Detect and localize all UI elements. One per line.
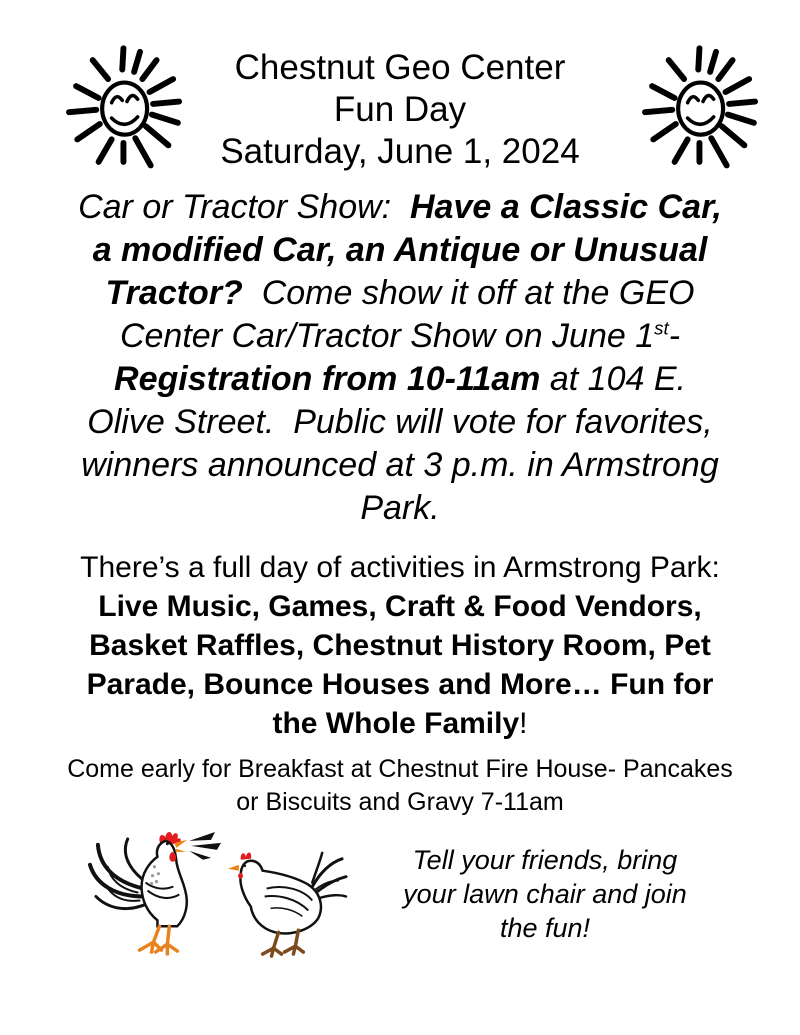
text-run: or Biscuits and Gravy 7-11am [236,788,564,816]
text-run-bold: the Whole Family [272,707,520,740]
text-run-bold: Registration from 10-11am [114,360,541,398]
car-show-paragraph [24,186,776,530]
invite-line-3: the fun! [499,913,591,943]
header [0,0,800,178]
title-line-2: Fun Day [333,90,467,129]
text-run-bold: Parade, Bounce Houses and More… Fun for [86,668,714,701]
text-run: Car or Tractor Show: [78,188,410,226]
text-run: Come early for Breakfast at Chestnut Fire House- Pancakes [67,755,733,783]
invite-line-1: Tell your friends, bring [412,845,678,875]
text-run-bold: a modified Car, an Antique or Unusual [92,231,708,269]
text-run: ! [519,707,528,740]
text-run: There’s a full day of activities in Armstrong Park: [80,551,720,584]
ordinal-superscript: st [654,317,669,339]
smiling-sun-icon [632,40,774,182]
text-run-bold: Live Music, Games, Craft & Food Vendors, [98,590,702,623]
text-run: at 104 E. [540,360,686,398]
rooster-and-hen-icon [82,831,350,967]
title-line-1: Chestnut Geo Center [234,48,566,87]
invitation-text [370,831,720,945]
invite-line-2: your lawn chair and join [403,879,687,909]
smiling-sun-icon [56,40,198,182]
footer [0,831,800,967]
text-run: winners announced at 3 p.m. in Armstrong [81,446,719,484]
activities-paragraph [30,548,770,743]
text-run: Park. [360,489,440,527]
text-run: Olive Street. Public will vote for favorites, [87,403,713,441]
title-line-3: Saturday, June 1, 2024 [220,132,580,171]
text-run-bold: Basket Raffles, Chestnut History Room, Pet [89,629,711,662]
breakfast-note [20,753,780,819]
text-run-bold: Have a Classic Car, [410,188,722,226]
text-run-bold: Tractor? [105,274,243,312]
text-run: Center Car/Tractor Show on June 1 [119,317,655,355]
text-run: - [668,317,681,355]
text-run: Come show it off at the GEO [242,274,695,312]
